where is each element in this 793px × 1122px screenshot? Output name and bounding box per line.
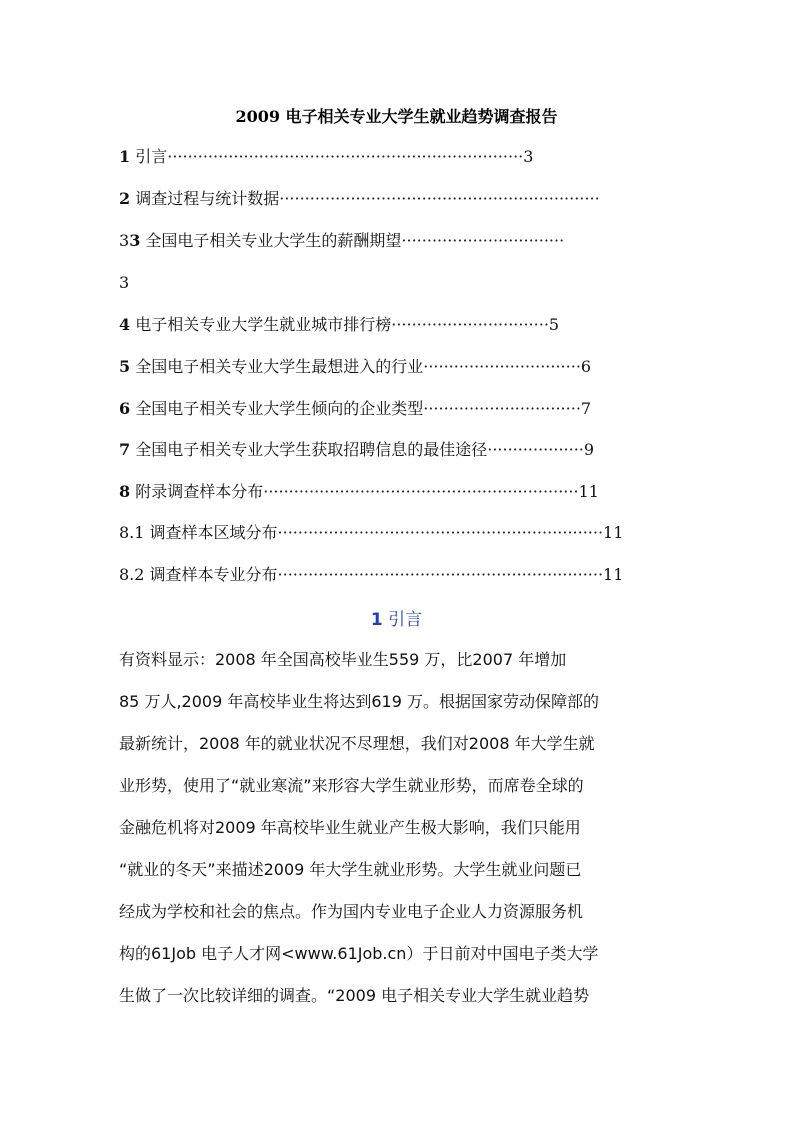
toc-leader-dots: ································································ bbox=[277, 523, 604, 542]
toc-entry[interactable] bbox=[119, 229, 564, 253]
section-heading-text: 引言 bbox=[382, 610, 423, 630]
toc-entry-title: 引言 bbox=[130, 147, 168, 166]
body-line: “就业的冬天”来描述2009 年大学生就业形势。大学生就业问题已 bbox=[119, 860, 582, 879]
toc-entry-title: 调查过程与统计数据 bbox=[130, 189, 280, 208]
toc-leader-dots: ··················· bbox=[487, 440, 584, 459]
toc-leader-dots: ······································································ bbox=[167, 147, 524, 166]
toc-entry-title: 附录调查样本分布 bbox=[130, 482, 264, 501]
body-line: 经成为学校和社会的焦点。作为国内专业电子企业人力资源服务机 bbox=[119, 902, 584, 921]
body-line: 有资料显示：2008 年全国高校毕业生559 万，比2007 年增加 bbox=[119, 650, 567, 669]
toc-entry-page: 5 bbox=[548, 315, 560, 334]
toc-entry[interactable] bbox=[119, 271, 129, 295]
toc-entry[interactable] bbox=[119, 145, 533, 169]
toc-entry-page: 11 bbox=[603, 565, 624, 584]
toc-entry[interactable] bbox=[119, 187, 600, 211]
toc-entry-title: 调查样本区域分布 bbox=[144, 523, 278, 542]
toc-leader-dots: ································ bbox=[401, 231, 565, 250]
toc-leader-dots: ······························· bbox=[423, 399, 581, 418]
body-line: 业形势，使用了“就业寒流”来形容大学生就业形势，而席卷全球的 bbox=[119, 776, 584, 795]
toc-entry[interactable] bbox=[119, 438, 594, 462]
toc-entry-title: 3 bbox=[119, 273, 130, 292]
toc-entry-page: 7 bbox=[580, 399, 592, 418]
section-heading bbox=[0, 605, 793, 630]
body-line: 构的61Job 电子人才网<www.61Job.cn）于日前对中国电子类大学 bbox=[119, 944, 599, 963]
toc-entry[interactable] bbox=[119, 480, 599, 504]
toc-entry-title: 电子相关专业大学生就业城市排行榜 bbox=[130, 315, 392, 334]
toc-entry-title: 全国电子相关专业大学生的薪酬期望 bbox=[140, 231, 402, 250]
section-heading-number: 1 bbox=[370, 610, 383, 630]
body-line: 生做了一次比较详细的调查。“2009 电子相关专业大学生就业趋势 bbox=[119, 986, 590, 1005]
toc-entry-title: 全国电子相关专业大学生最想进入的行业 bbox=[130, 357, 424, 376]
toc-entry-number: 7 bbox=[119, 440, 131, 459]
document-title: 2009 电子相关专业大学生就业趋势调查报告 bbox=[235, 107, 558, 126]
toc-entry[interactable] bbox=[119, 313, 559, 337]
body-line: 最新统计，2008 年的就业状况不尽理想，我们对2008 年大学生就 bbox=[119, 734, 595, 753]
toc-entry-number: 8 bbox=[119, 482, 131, 501]
toc-leader-dots: ······························································· bbox=[279, 189, 600, 208]
toc-leader-dots: ······························· bbox=[423, 357, 581, 376]
toc-entry-number: 6 bbox=[119, 399, 131, 418]
toc-leader-dots: ································································ bbox=[277, 565, 604, 584]
body-line: 金融危机将对2009 年高校毕业生就业产生极大影响，我们只能用 bbox=[119, 818, 581, 837]
toc-entry-page: 11 bbox=[603, 523, 624, 542]
toc-entry-number: 1 bbox=[119, 147, 131, 166]
toc-entry[interactable] bbox=[119, 355, 591, 379]
body-line: 85 万人,2009 年高校毕业生将达到619 万。根据国家劳动保障部的 bbox=[119, 692, 599, 711]
toc-entry-page: 9 bbox=[583, 440, 595, 459]
toc-entry-number: 4 bbox=[119, 315, 131, 334]
toc-entry-number: 5 bbox=[119, 357, 131, 376]
toc-leader-dots: ······························································ bbox=[263, 482, 579, 501]
toc-entry[interactable] bbox=[119, 397, 591, 421]
toc-entry-title: 全国电子相关专业大学生获取招聘信息的最佳途径 bbox=[130, 440, 488, 459]
toc-entry-page: 6 bbox=[580, 357, 592, 376]
toc-entry[interactable] bbox=[119, 563, 623, 587]
toc-entry-prefix: 3 bbox=[119, 231, 130, 250]
toc-entry-page: 3 bbox=[523, 147, 534, 166]
toc-entry-number: 8.2 bbox=[119, 565, 145, 584]
toc-entry[interactable] bbox=[119, 521, 623, 545]
toc-entry-title: 全国电子相关专业大学生倾向的企业类型 bbox=[130, 399, 424, 418]
toc-leader-dots: ······························· bbox=[391, 315, 549, 334]
toc-entry-number: 2 bbox=[119, 189, 131, 208]
toc-entry-number: 8.1 bbox=[119, 523, 145, 542]
toc-entry-title: 调查样本专业分布 bbox=[144, 565, 278, 584]
toc-entry-page: 11 bbox=[578, 482, 599, 501]
toc-entry-number: 3 bbox=[129, 231, 141, 250]
